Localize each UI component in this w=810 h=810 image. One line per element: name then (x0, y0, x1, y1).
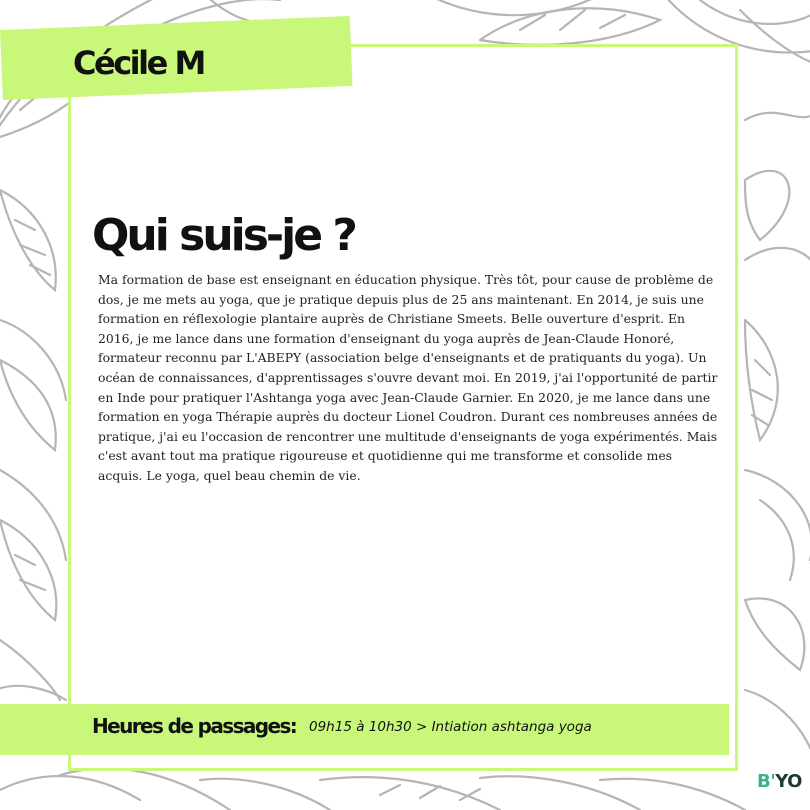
teacher-name: Cécile M (73, 44, 204, 82)
byo-logo (757, 771, 802, 792)
section-heading: Qui suis-je ? (92, 210, 355, 261)
hours-value: 09h15 à 10h30 > Intiation ashtanga yoga (309, 719, 592, 735)
logo-suffix: YO (775, 771, 802, 792)
logo-prefix: B' (757, 771, 776, 792)
hours-label: Heures de passages: (92, 714, 297, 738)
bio-paragraph: Ma formation de base est enseignant en éducation physique. Très tôt, pour cause de problème de dos, je me mets au yoga, que je pratique depuis plus de 25 ans maintenant. En 2014, je suis une formation en réflexologie plantaire auprès de Christiane Smeets. Belle ouverture d'esprit. En 2016, je me lance dans une formation d'enseignant du yoga auprès de Jean-Claude Honoré, formateur reconnu par L'ABEPY (association belge d'enseignants et de pratiquants du yoga). Un océan de connaissances, d'apprentissages s'ouvre devant moi. En 2019, j'ai l'opportunité de partir en Inde pour pratiquer l'Ashtanga yoga avec Jean-Claude Garnier. En 2020, je me lance dans une formation en yoga Thérapie auprès du docteur Lionel Coudron. Durant ces nombreuses années de pratique, j'ai eu l'occasion de rencontrer une multitude d'enseignants de yoga expérimentés. Mais c'est avant tout ma pratique rigoureuse et quotidienne qui me transforme et consolide mes acquis. Le yoga, quel beau chemin de vie. (98, 272, 718, 483)
